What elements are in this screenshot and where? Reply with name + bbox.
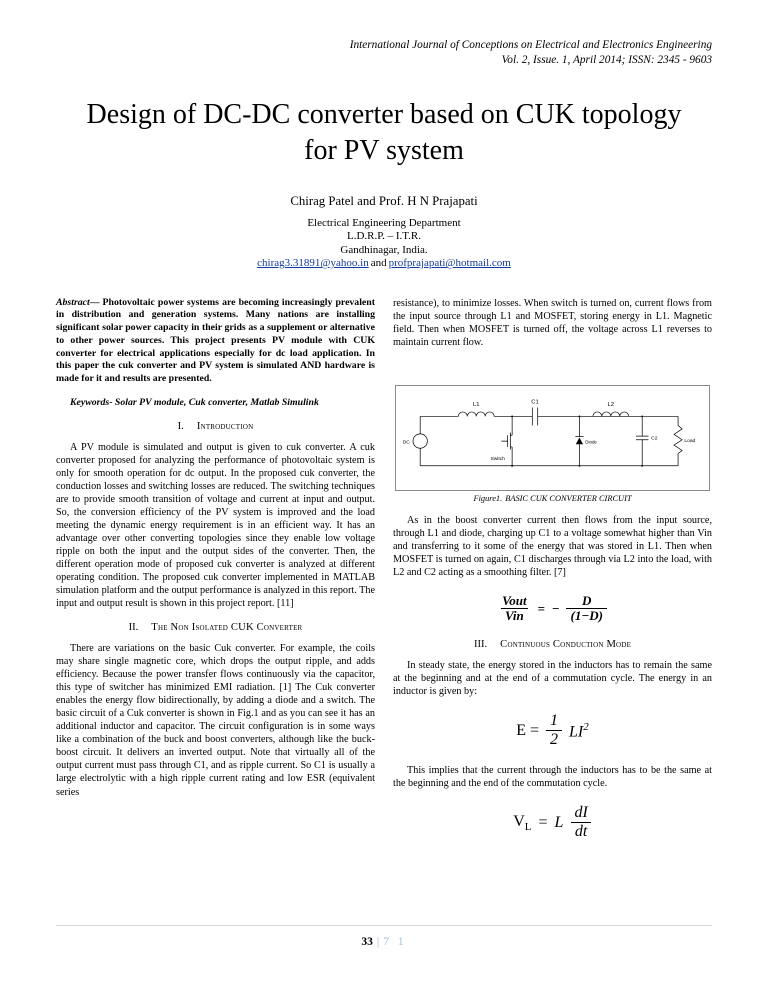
label-c1: C1 bbox=[531, 399, 539, 406]
author-names: Chirag Patel and Prof. H N Prajapati bbox=[290, 194, 478, 209]
left-column bbox=[56, 297, 375, 856]
email-link-1[interactable]: chirag3.31891@yahoo.in bbox=[257, 257, 369, 270]
author-institution: L.D.R.P. – I.T.R. bbox=[346, 230, 422, 243]
author-department: Electrical Engineering Department bbox=[307, 217, 461, 230]
section-title: Introduction bbox=[196, 421, 254, 433]
journal-issue-info: Vol. 2, Issue. 1, April 2014; ISSN: 2345 - 9603 bbox=[501, 54, 712, 67]
denominator: Vin bbox=[501, 608, 528, 624]
paper-title-line1: Design of DC-DC converter based on CUK topology bbox=[86, 98, 682, 130]
section-title: Continuous Conduction Mode bbox=[500, 639, 632, 651]
section-number: III. bbox=[473, 639, 488, 651]
energy-lhs: E = bbox=[516, 721, 540, 739]
equation-inductor-voltage bbox=[393, 804, 712, 842]
ccm-paragraph-1: In steady state, the energy stored in the inductors has to remain the same at the beginning and at the end of a commutation cycle. The energy in an inductor is given by: bbox=[393, 659, 712, 698]
equation-transfer-ratio bbox=[393, 594, 712, 625]
label-diode: Diode bbox=[585, 439, 597, 445]
section-heading-continuous-conduction bbox=[393, 638, 712, 652]
figure-caption-label: Figure1. bbox=[473, 493, 503, 503]
numerator: D bbox=[582, 592, 592, 608]
section-number: I. bbox=[177, 421, 184, 433]
email-line bbox=[56, 257, 712, 270]
equation-inductor-energy bbox=[393, 712, 712, 750]
label-dc: DC bbox=[402, 440, 410, 446]
email-link-2[interactable]: profprajapati@hotmail.com bbox=[388, 257, 511, 270]
section-number: II. bbox=[128, 622, 139, 634]
section-title: The Non Isolated CUK Converter bbox=[151, 622, 303, 634]
denominator: dt bbox=[571, 822, 591, 841]
footer-suffix: 7 1 bbox=[383, 936, 407, 948]
dc-source bbox=[413, 416, 427, 465]
fraction-one-half bbox=[546, 712, 562, 750]
equals-sign: = bbox=[537, 600, 546, 616]
footer-separator: | bbox=[376, 936, 380, 948]
page-number: 33 bbox=[361, 936, 373, 948]
energy-term bbox=[569, 720, 589, 743]
email-joiner: and bbox=[370, 257, 387, 270]
diode-triangle bbox=[576, 437, 583, 444]
paper-title-line2: for PV system bbox=[304, 135, 464, 167]
li-term: LI bbox=[569, 722, 584, 740]
fraction-vout-vin bbox=[498, 594, 531, 625]
numerator: 1 bbox=[550, 712, 559, 730]
figure-1-caption bbox=[393, 494, 712, 505]
numerator: Vout bbox=[502, 592, 527, 608]
author-block bbox=[56, 194, 712, 270]
section-heading-introduction bbox=[56, 420, 375, 434]
v-symbol: V bbox=[513, 812, 525, 830]
label-switch: Switch bbox=[490, 456, 505, 462]
exponent: 2 bbox=[583, 720, 589, 733]
journal-title: International Journal of Conceptions on Electrical and Electronics Engineering bbox=[349, 39, 712, 51]
right-paragraph-1: resistance), to minimize losses. When switch is turned on, current flows from the input source through L1 and MOSFET, storing energy in L1. Magnetic field. Then when MOSFET is turned off, the voltage across L1 reverses to maintain current flow. bbox=[393, 297, 712, 348]
v-subscript: L bbox=[524, 820, 532, 833]
right-paragraph-2: As in the boost converter current then flows from the input source, through L1 and diode, charging up C1 to a voltage somewhat higher than Vin and transferring to it some of the energy that was stored in L1. Then when MOSFET is turned on again, C1 discharges through via L2 into the load, with L2 and C2 acting as a smoothing filter. [7] bbox=[393, 515, 712, 579]
paper-title bbox=[56, 97, 712, 171]
keywords: Keywords- Solar PV module, Cuk converter, Matlab Simulink bbox=[70, 396, 319, 408]
capacitor-c2 bbox=[636, 416, 649, 465]
equals-sign: = bbox=[538, 813, 548, 831]
abstract-text: Photovoltaic power systems are becoming increasingly prevalent in distribution and generation systems. Many nations are installing significant solar power capacity in their grids as a supplement or alternative to other power sources. This project presents PV module with CUK converter for electrical applications especially for dc load application. In this paper the cuk converter and PV system is simulated AND hardware is made for it and results are presented. bbox=[56, 296, 375, 385]
abstract bbox=[56, 297, 375, 386]
abstract-label: Abstract— bbox=[56, 296, 100, 308]
denominator: (1−D) bbox=[566, 608, 606, 624]
cuk-circuit-diagram bbox=[400, 394, 705, 484]
label-c2: C2 bbox=[651, 436, 658, 442]
right-column bbox=[393, 297, 712, 856]
minus-sign: − bbox=[552, 600, 560, 616]
figure-caption-text: BASIC CUK CONVERTER CIRCUIT bbox=[505, 493, 632, 503]
label-l2: L2 bbox=[607, 401, 615, 408]
non-isolated-cuk-paragraph: There are variations on the basic Cuk converter. For example, the coils may share single magnetic core, which drops the output ripple, and adds efficiency. Because the power transfer flows continuously via the capacitor, this type of switcher has minimized EMI radiation. [1] The Cuk converter enables the energy flow bidirectionally, by adding a diode and a switch. The basic circuit of a Cuk converter is shown in Fig.1 and as you can see it has an additional inductor and capacitor. The circuit configuration is in some ways like a combination of the buck and boost converters, although like the buck-boost circuit. It delivers an inverted output. Note that virtually all of the output current must pass through C1, and as ripple current. So C1 is usually a large electrolytic with a high ripple current rating and low ESR (equivalent series bbox=[56, 643, 375, 798]
two-column-body bbox=[56, 297, 712, 856]
load-resistor bbox=[674, 416, 682, 465]
inductor-l1 bbox=[458, 412, 494, 416]
page-footer bbox=[56, 925, 712, 948]
figure-1 bbox=[395, 385, 710, 491]
fraction-duty-cycle bbox=[566, 594, 606, 625]
denominator: 2 bbox=[546, 730, 562, 749]
label-l1: L1 bbox=[473, 401, 480, 408]
section-heading-non-isolated-cuk bbox=[56, 621, 375, 635]
numerator: dI bbox=[574, 803, 588, 821]
label-load: Load bbox=[684, 438, 696, 444]
journal-header bbox=[56, 38, 712, 69]
inductor-l2 bbox=[593, 412, 629, 416]
ccm-paragraph-2: This implies that the current through the inductors has to be the same at the beginning and the end of the commutation cycle. bbox=[393, 764, 712, 789]
author-city: Gandhinagar, India. bbox=[340, 243, 428, 256]
capacitor-c1 bbox=[532, 407, 537, 425]
introduction-paragraph: A PV module is simulated and output is given to cuk converter. A cuk converter proposed for analyzing the performance of photovoltaic system is only for smooth operation for dc output. In the proposed cuk converter, the conduction losses and switching losses are reduced. The switching techniques are to provide smooth transition of voltage and current at input and output. So, the conversion efficiency of the PV system is improved and the load meeting the dynamic energy requirement is in an efficient way. It has an advantage over other converting topologies since they enable low voltage ripple on both the input and the output sides of the converter. Then, the different operation mode of proposed cuk converter is analyzed at different operating condition. The proposed cuk converter implemented in MATLAB simulation platform and the output performance is analyzed in this report. The input and output result is shown in this project report. [11] bbox=[56, 441, 375, 610]
voltage-symbol bbox=[513, 812, 531, 834]
fraction-di-dt bbox=[570, 804, 591, 842]
inductance-coefficient: L bbox=[554, 813, 564, 831]
